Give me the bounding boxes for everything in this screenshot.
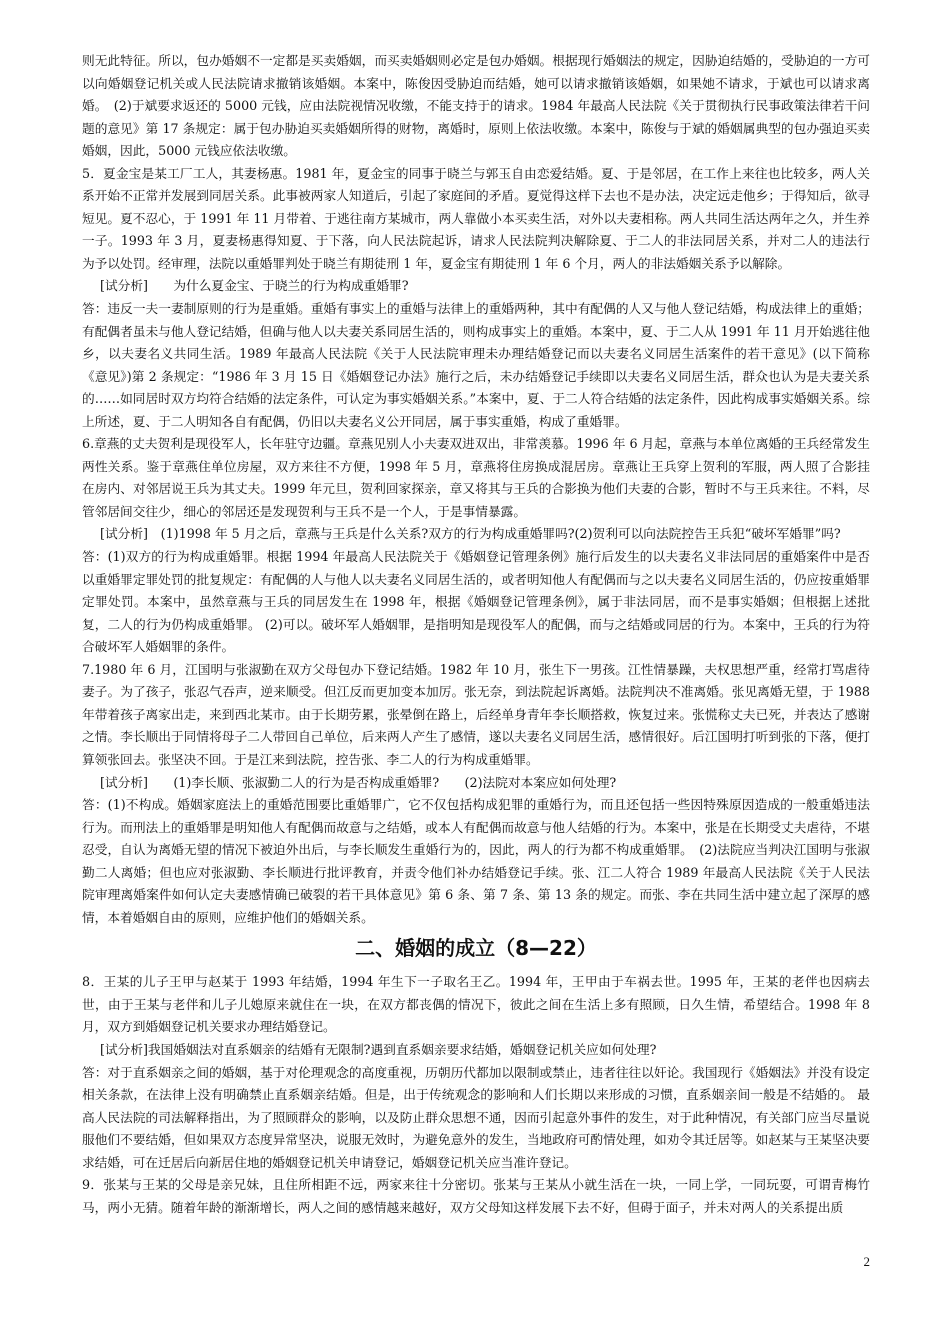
answer-case7: 答：(1)不构成。婚姻家庭法上的重婚范围要比重婚罪广，它不仅包括构成犯罪的重婚行为，而且还包括一些因特殊原因造成的一般重婚违法行为。而刑法上的重婚罪是明知他人有配偶而故意与之结婚，或本人有配偶而故意与他人结婚的行为。本案中，张是在长期受丈夫虐待，不堪忍受，自认为离婚无望的情况下被迫外出后，与李长顺发生重婚行为的，因此，两人的行为都不构成重婚罪。 (2)法院应当判决江国明与张淑勤二人离婚；但也应对张淑勤、李长顺进行批评教育，并责令他们补办结婚登记手续。张、江二人符合 1989 年最高人民法院《关于人民法院审理离婚案件如何认定夫妻感情确已破裂的若干具体意见》第 6 条、第 7 条、第 13 条的规定。而张、李在共同生活中建立起了深厚的感情，本着婚姻自由的原则，应维护他们的婚姻关系。 [82,797,870,925]
page-number: 2 [863,1254,870,1269]
paragraph-case9: 9．张某与王某的父母是亲兄妹，且住所相距不远，两家来往十分密切。张某与王某从小就生活在一块，一同上学，一同玩耍，可谓青梅竹马，两小无猜。随着年龄的渐渐增长，两人之间的感情越来越好，双方父母知这样发展下去不好，但碍于面子，并未对两人的关系提出质 [82,1177,870,1215]
question-case7: [试分析] (1)李长顺、张淑勤二人的行为是否构成重婚罪? (2)法院对本案应如何处理? [100,774,617,790]
answer-case8: 答：对于直系姻亲之间的婚姻，基于对伦理观念的高度重视，历朝历代都加以限制或禁止，违者往往以奸论。我国现行《婚姻法》并没有设定相关条款，在法律上没有明确禁止直系姻亲结婚。但是，出于传统观念的影响和人们长期以来形成的习惯，直系姻亲间一般是不结婚的。 最高人民法院的司法解释指出，为了照顾群众的影响，以及防止群众思想不通，因而引起意外事件的发生，对于此种情况，有关部门应当尽量说服他们不要结婚，但如果双方态度异常坚决，说服无效时，为避免意外的发生，当地政府可酌情处理，如劝令其迁居等。如赵某与王某坚决要求结婚，可在迁居后向新居住地的婚姻登记机关申请登记，婚姻登记机关应当准许登记。 [82,1064,870,1170]
paragraph-case6: 6.章燕的丈夫贺利是现役军人，长年驻守边疆。章燕见别人小夫妻双进双出，非常羡慕。1996 年 6 月起，章燕与本单位离婚的王兵经常发生两性关系。鉴于章燕住单位房屋，双方来往不方便，1998 年 5 月，章燕将住房换成混居房。章燕让王兵穿上贺利的军服，两人照了合影挂在房内、对邻居说王兵为其丈夫。1999 年元旦，贺利回家探亲，章又将其与王兵的合影换为他们夫妻的合影，暂时不与王兵来往。不料，尽管邻居间交往少，细心的邻居还是发现贺利与王兵不是一个人，于是事情暴露。 [82,436,870,519]
question-case5: [试分析] 为什么夏金宝、于晓兰的行为构成重婚罪? [100,278,409,294]
question-case6: [试分析] (1)1998 年 5 月之后，章燕与王兵是什么关系?双方的行为构成重婚罪吗?(2)贺利可以向法院控告王兵犯“破坏军婚罪”吗? [100,526,841,542]
answer-case5: 答：违反一夫一妻制原则的行为是重婚。重婚有事实上的重婚与法律上的重婚两种，其中有配偶的人又与他人登记结婚，构成法律上的重婚；有配偶者虽未与他人登记结婚，但确与他人以夫妻关系同居生活的，则构成事实上的重婚。本案中，夏、于二人从 1991 年 11 月开始逃往他乡，以夫妻名义共同生活。1989 年最高人民法院《关于人民法院审理未办理结婚登记而以夫妻名义同居生活案件的若干意见》(以下简称《意见》)第 2 条规定：“1986 年 3 月 15 日《婚姻登记办法》施行之后，未办结婚登记手续即以夫妻名义同居生活，群众也认为是夫妻关系的……如同居时双方均符合结婚的法定条件，可认定为事实婚姻关系。”本案中，夏、于二人符合结婚的法定条件，因此构成事实婚姻关系。综上所述，夏、于二人明知各自有配偶，仍旧以夫妻名义公开同居，属于事实重婚，构成了重婚罪。 [82,301,870,429]
document-body [82,50,870,1219]
paragraph-case4-answer-cont: 则无此特征。所以，包办婚姻不一定都是买卖婚姻，而买卖婚姻则必定是包办婚姻。根据现行婚姻法的规定，因胁迫结婚的，受胁迫的一方可以向婚姻登记机关或人民法院请求撤销该婚姻。本案中，陈俊因受胁迫而结婚，她可以请求撤销该婚姻，如果她不请求，于斌也可以请求离婚。 (2)于斌要求返还的 5000 元钱，应由法院视情况收缴，不能支持于的请求。1984 年最高人民法院《关于贯彻执行民事政策法律若干问题的意见》第 17 条规定：属于包办胁迫买卖婚姻所得的财物，离婚时，原则上依法收缴。本案中，陈俊与于斌的婚姻属典型的包办强迫买卖婚姻，因此，5000 元钱应依法收缴。 [82,53,870,159]
paragraph-case5: 5．夏金宝是某工厂工人，其妻杨惠。1981 年，夏金宝的同事于晓兰与郭玉自由恋爱结婚。夏、于是邻居，在工作上来往也比较多，两人关系开始不正常并发展到同居关系。此事被两家人知道后，引起了家庭间的矛盾。夏觉得这样下去也不是办法，决定远走他乡；于得知后，欲寻短见。夏不忍心，于 1991 年 11 月带着、于逃往南方某城市，两人靠做小本买卖生活，对外以夫妻相称。两人共同生活达两年之久，并生养一子。1993 年 3 月，夏妻杨惠得知夏、于下落，向人民法院起诉，请求人民法院判决解除夏、于二人的非法同居关系，并对二人的违法行为予以处罚。经审理，法院以重婚罪判处于晓兰有期徒刑 1 年，夏金宝有期徒刑 1 年 6 个月，两人的非法婚姻关系予以解除。 [82,165,870,271]
question-case8: [试分析]我国婚姻法对直系姻亲的结婚有无限制?遇到直系姻亲要求结婚，婚姻登记机关应如何处理? [100,1041,657,1057]
paragraph-case8: 8．王某的儿子王甲与赵某于 1993 年结婚，1994 年生下一子取名王乙。1994 年，王甲由于车祸去世。1995 年，王某的老伴也因病去世，由于王某与老伴和儿子儿媳原来就住在一块，在双方都丧偶的情况下，彼此之间在生活上多有照顾，日久生情，希望结合。1998 年 8 月，双方到婚姻登记机关要求办理结婚登记。 [82,974,870,1035]
paragraph-case7: 7.1980 年 6 月，江国明与张淑勤在双方父母包办下登记结婚。1982 年 10 月，张生下一男孩。江性情暴躁，夫权思想严重，经常打骂虐待妻子。为了孩子，张忍气吞声，逆来顺受。但江反而更加变本加厉。张无奈，到法院起诉离婚。法院判决不准离婚。张见离婚无望，于 1988 年带着孩子离家出走，来到西北某市。由于长期劳累，张晕倒在路上，后经单身青年李长顺搭救，恢复过来。张慌称丈夫已死，并表达了感谢之情。李长顺出于同情将母子二人带回自己单位，后来两人产生了感情，遂以夫妻名义同居生活，感情很好。后江国明打听到张的下落，便打算领张回去。张坚决不回。于是江来到法院，控告张、李二人的行为构成重婚罪。 [82,661,870,767]
answer-case6: 答：(1)双方的行为构成重婚罪。根据 1994 年最高人民法院关于《婚姻登记管理条例》施行后发生的以夫妻名义非法同居的重婚案件中是否以重婚罪定罪处罚的批复规定：有配偶的人与他人以夫妻名义同居生活的，或者明知他人有配偶而与之以夫妻名义同居生活的，仍应按重婚罪定罪处罚。本案中，虽然章燕与王兵的同居发生在 1998 年，根据《婚姻登记管理条例》，属于非法同居，而不是事实婚姻；但根据上述批复，二人的行为仍构成重婚罪。 (2)可以。破坏军人婚姻罪，是指明知是现役军人的配偶，而与之结婚或同居的行为。本案中，王兵的行为符合破坏军人婚姻罪的条件。 [82,549,870,655]
section-title: 二、婚姻的成立（8—22） [355,936,597,961]
